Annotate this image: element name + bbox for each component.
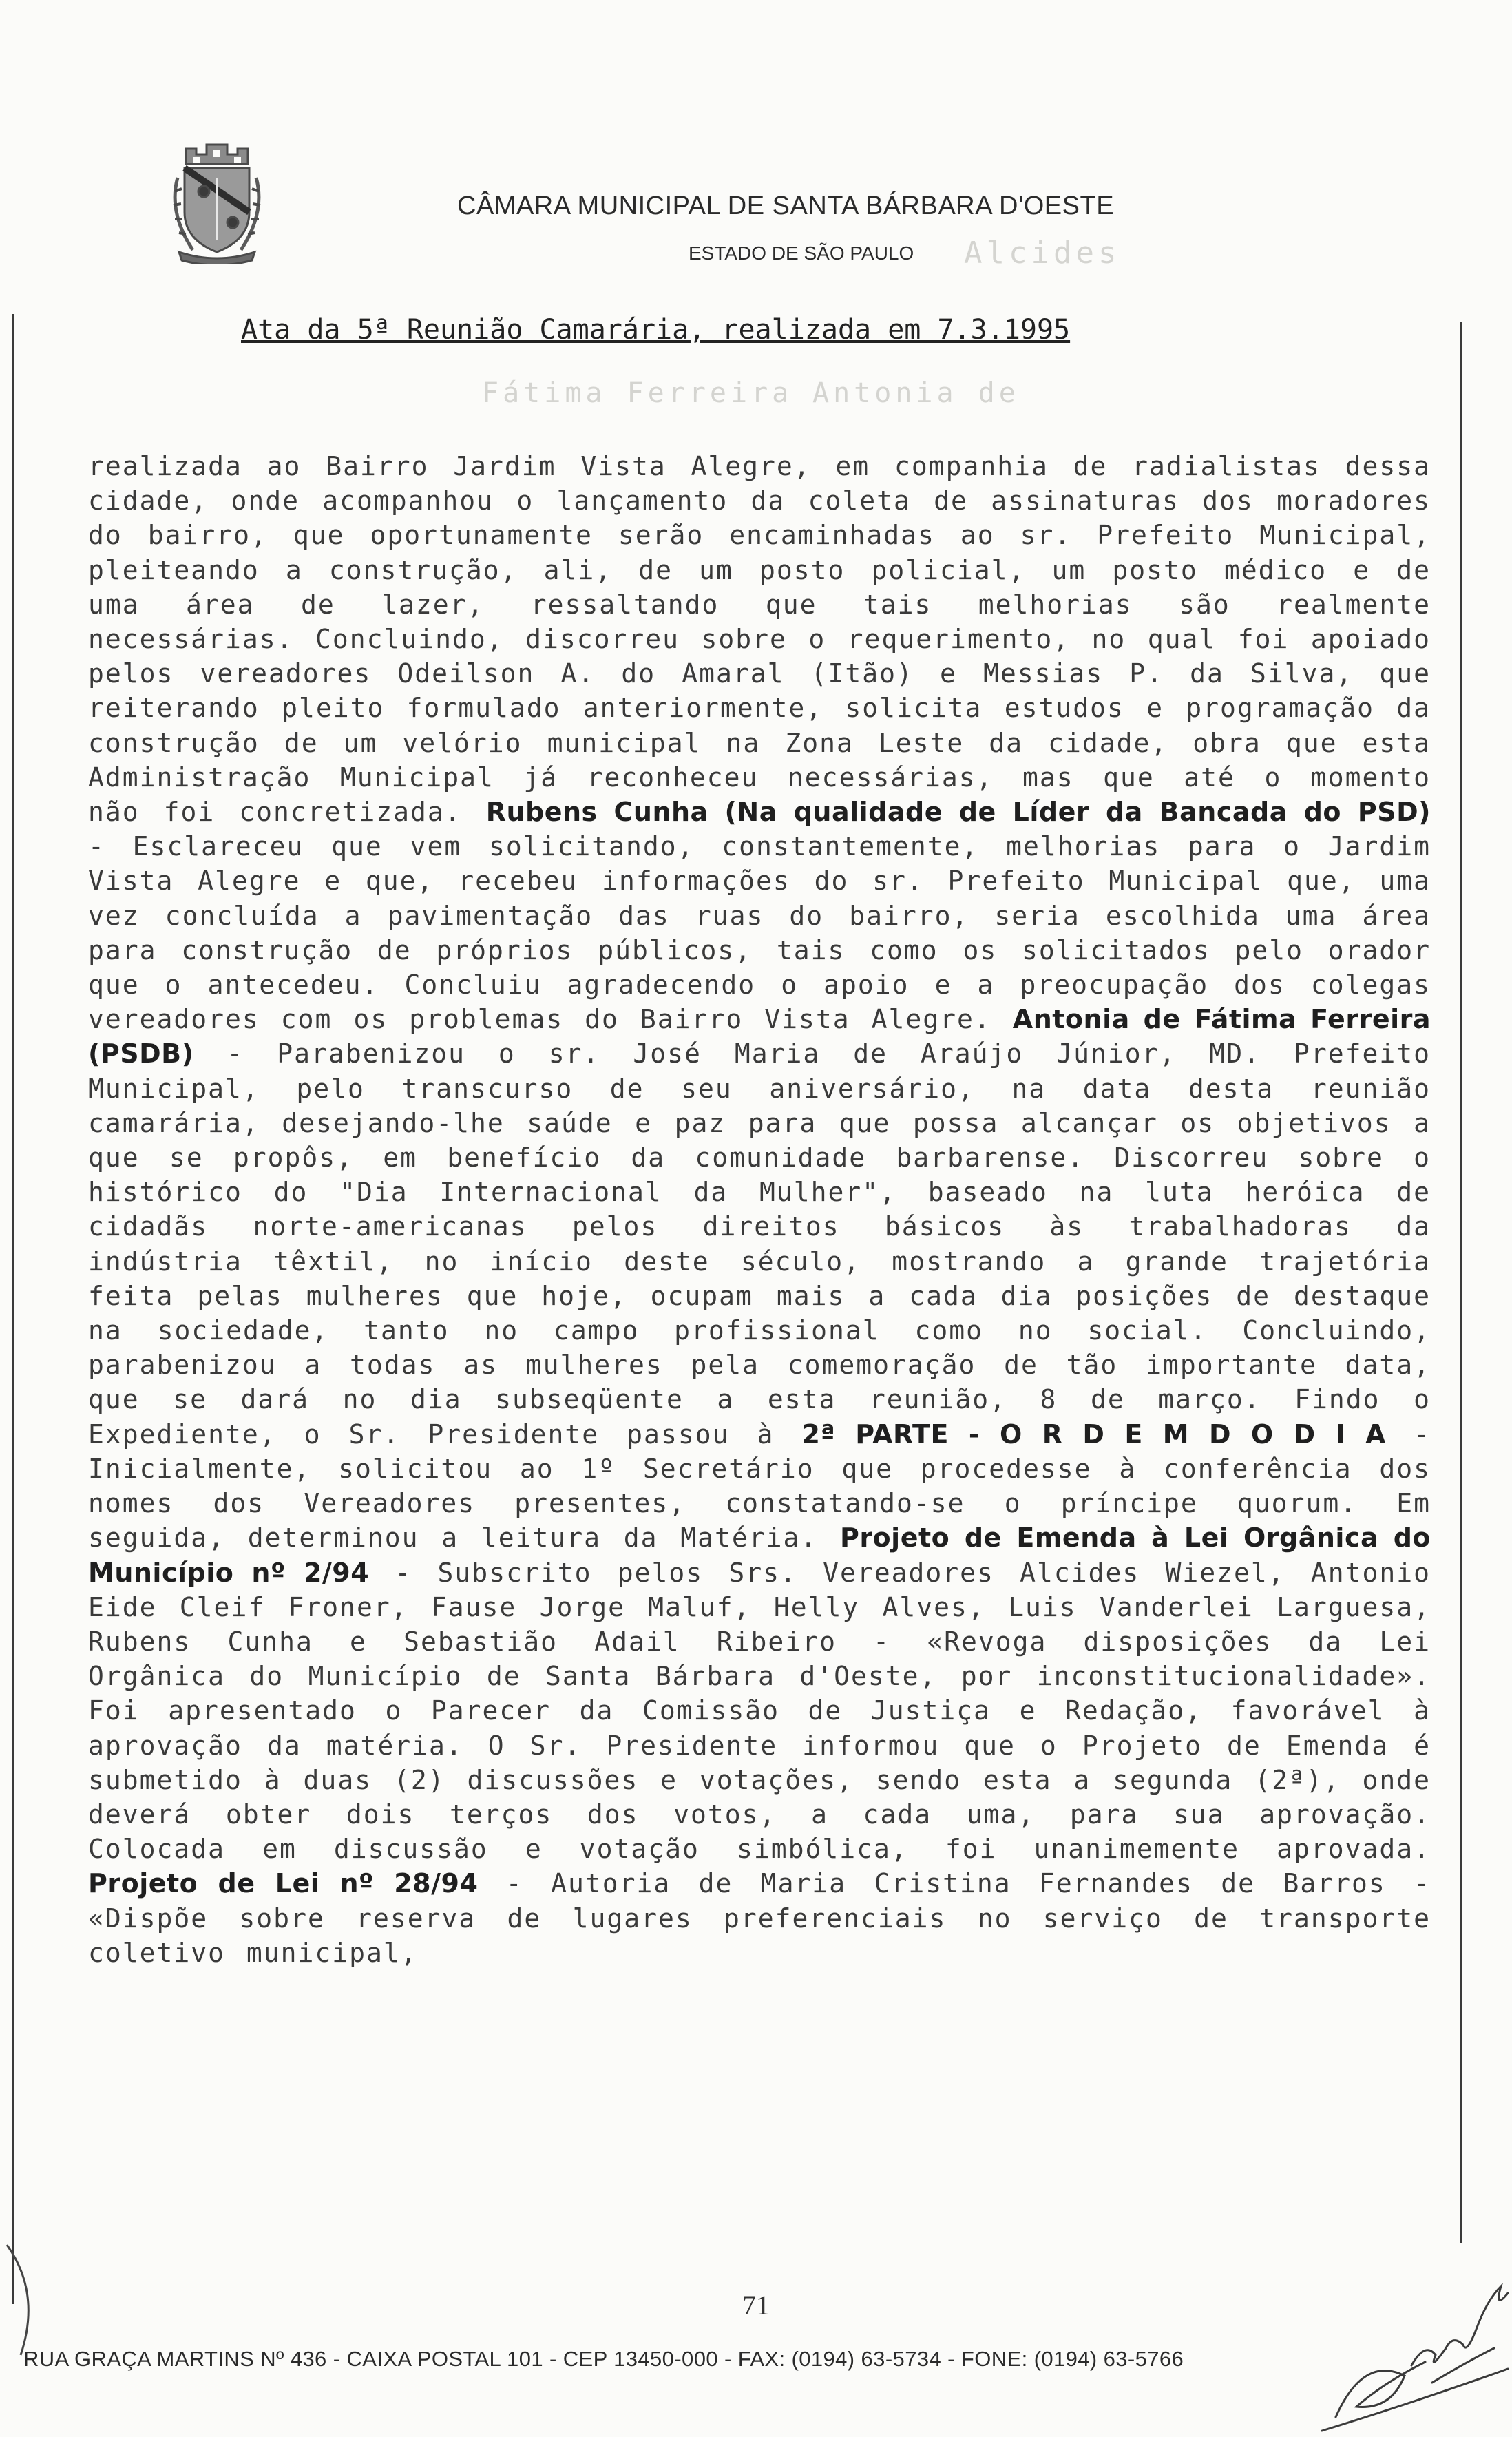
- body-text-segment: - Inicialmente, solicitou ao 1º Secretário que procedesse à conferência dos nomes dos Vereadores presentes, constatando-se o príncipe quorum. Em seguida, determinou a leitura da Matéria.: [88, 1419, 1431, 1554]
- section-heading: 2ª PARTE - O R D E M D O D I A: [801, 1419, 1387, 1450]
- body-text-segment: - Esclareceu que vem solicitando, constantemente, melhorias para o Jardim Vista Alegre e que, recebeu informações do sr. Prefeito Municipal que, uma vez concluída a pavimentação das ruas do bairro, seria escolhida uma área para construção de próprios públicos, tais como os solicitados pelo orador que o antecedeu. Concluiu agradecendo o apoio e a preocupação dos colegas vereadores com os problemas do Bairro Vista Alegre.: [88, 831, 1431, 1035]
- body-text-segment: - Parabenizou o sr. José Maria de Araújo Júnior, MD. Prefeito Municipal, pelo transcurso de seu aniversário, na data desta reunião camarária, desejando-lhe saúde e paz para que possa alcançar os objetivos a que se propôs, em benefício da comunidade barbarense. Discorreu sobre o histórico do "Dia Internacional da Mulher", baseado na luta heróica de cidadãs norte-americanas pelos direitos básicos às trabalhadoras da indústria têxtil, no início deste século, mostrando a grande trajetória feita pelas mulheres que hoje, ocupam mais a cada dia posições de destaque na sociedade, tanto no campo profissional como no social. Concluindo, parabenizou a todas as mulheres pela comemoração de tão importante data, que se dará no dia subseqüente a esta reunião, 8 de março. Findo o Expediente, o Sr. Presidente passou à: [88, 1038, 1431, 1450]
- page-number: 71: [742, 2290, 770, 2321]
- bill-heading: Projeto de Lei nº 28/94: [88, 1868, 479, 1899]
- signature-icon: [1308, 2245, 1512, 2437]
- document-title: Ata da 5ª Reunião Camarária, realizada em 7.3.1995: [241, 314, 1071, 346]
- coat-of-arms-icon: [165, 136, 269, 264]
- left-margin-rule: [12, 314, 14, 2304]
- footer-address: RUA GRAÇA MARTINS Nº 436 - CAIXA POSTAL 101 - CEP 13450-000 - FAX: (0194) 63-5734 - FONE: (0194) 63-5766: [23, 2347, 1184, 2371]
- body-text-segment: realizada ao Bairro Jardim Vista Alegre, em companhia de radialistas dessa cidade, onde acompanhou o lançamento da coleta de assinaturas dos moradores do bairro, que oportunamente serão encaminhadas ao sr. Prefeito Municipal, pleiteando a construção, ali, de um posto policial, um posto médico e de uma área de lazer, ressaltando que tais melhorias são realmente necessárias. Concluindo, discorreu sobre o requerimento, no qual foi apoiado pelos vereadores Odeilson A. do Amaral (Itão) e Messias P. da Silva, que reiterando pleito formulado anteriormente, solicita estudos e programação da construção de um velório municipal na Zona Leste da cidade, obra que esta Administração Municipal já reconheceu necessárias, mas que até o momento não foi concretizada.: [88, 451, 1431, 828]
- right-margin-rule: [1460, 322, 1462, 2243]
- bill-heading: Projeto de Emenda à Lei Orgânica do Município nº 2/94: [88, 1523, 1431, 1588]
- minutes-body: [88, 449, 1431, 2226]
- speaker-heading: Rubens Cunha (Na qualidade de Líder da Bancada do PSD): [485, 797, 1431, 828]
- bleed-through-text: Fátima Ferreira: [482, 377, 793, 409]
- institution-name: CÂMARA MUNICIPAL DE SANTA BÁRBARA D'OESTE: [457, 191, 1115, 220]
- speaker-heading: Antonia de Fátima Ferreira (PSDB): [88, 1004, 1431, 1069]
- state-name: ESTADO DE SÃO PAULO: [689, 242, 914, 264]
- body-text-segment: - Subscrito pelos Srs. Vereadores Alcides Wiezel, Antonio Eide Cleif Froner, Fause Jorge Maluf, Helly Alves, Luis Vanderlei Larguesa, Rubens Cunha e Sebastião Adail Ribeiro - «Revoga disposições da Lei Orgânica do Município de Santa Bárbara d'Oeste, por inconstitucionalidade». Foi apresentado o Parecer da Comissão de Justiça e Redação, favorável à aprovação da matéria. O Sr. Presidente informou que o Projeto de Emenda é submetido à duas (2) discussões e votações, sendo esta a segunda (2ª), onde deverá obter dois terços dos votos, a cada uma, para sua aprovação. Colocada em discussão e votação simbólica, foi unanimemente aprovada.: [88, 1557, 1431, 1865]
- body-text-segment: - Autoria de Maria Cristina Fernandes de Barros - «Dispõe sobre reserva de lugares preferenciais no serviço de transporte coletivo municipal,: [88, 1868, 1431, 1968]
- bleed-through-text: Antonia de: [812, 377, 1020, 409]
- margin-stroke-icon: [0, 2238, 62, 2362]
- bleed-through-text: Alcides: [964, 236, 1121, 271]
